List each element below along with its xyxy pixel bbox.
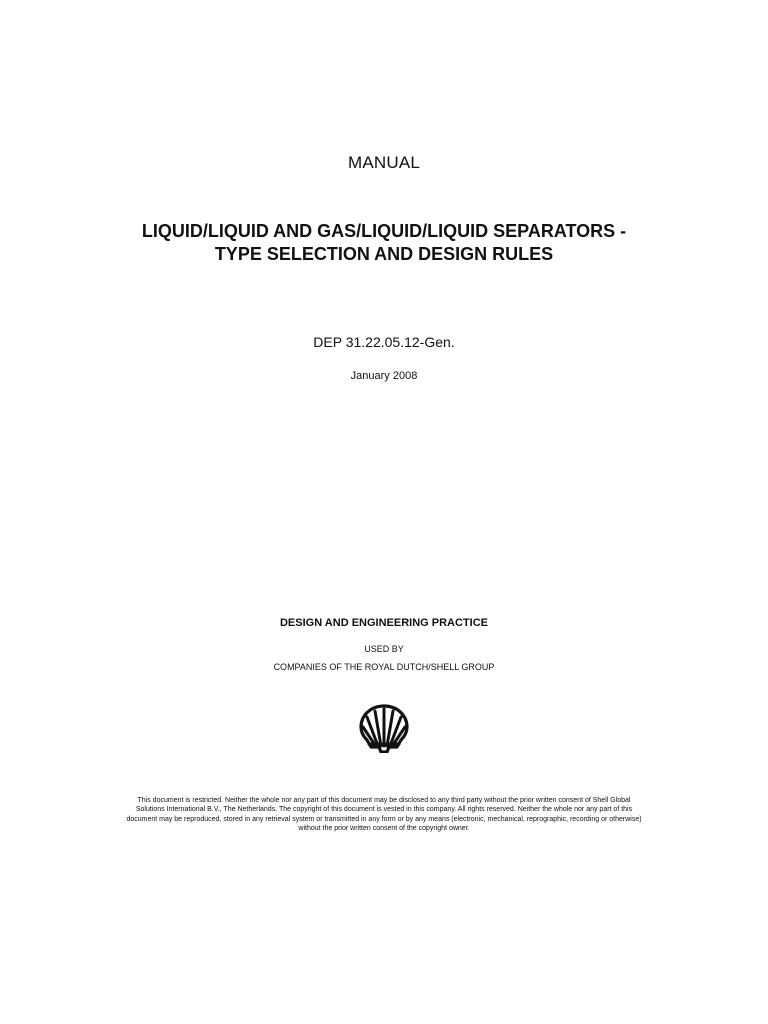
restricted-notice-line-1: This document is restricted. Neither the whole nor any part of this document may be disclosed to any third party without the prior written consent of Shell Global bbox=[137, 797, 631, 804]
document-type-label: MANUAL bbox=[347, 153, 421, 172]
document-title bbox=[40, 220, 728, 266]
restricted-notice-line-4: without the prior written consent of the copyright owner. bbox=[298, 824, 470, 832]
document-title-line-1: LIQUID/LIQUID AND GAS/LIQUID/LIQUID SEPARATORS - bbox=[141, 221, 627, 241]
document-date: January 2008 bbox=[350, 370, 418, 382]
restricted-notice-line-2: Solutions International B.V., The Netherlands. The copyright of this document is vested in this company. All rights reserved. Neither the whole nor any part of this bbox=[135, 806, 633, 814]
restricted-notice-line-3: document may be reproduced, stored in any retrieval system or transmitted in any form or by any means (electronic, mechanical, reprographic, recording or otherwise) bbox=[126, 815, 642, 823]
practice-heading: DESIGN AND ENGINEERING PRACTICE bbox=[279, 617, 488, 629]
companies-label: COMPANIES OF THE ROYAL DUTCH/SHELL GROUP bbox=[273, 662, 495, 672]
used-by-label: USED BY bbox=[364, 644, 404, 654]
document-title-line-2: TYPE SELECTION AND DESIGN RULES bbox=[214, 244, 554, 264]
restricted-notice bbox=[94, 796, 674, 833]
document-number: DEP 31.22.05.12-Gen. bbox=[313, 334, 455, 350]
shell-logo-icon bbox=[357, 703, 411, 753]
